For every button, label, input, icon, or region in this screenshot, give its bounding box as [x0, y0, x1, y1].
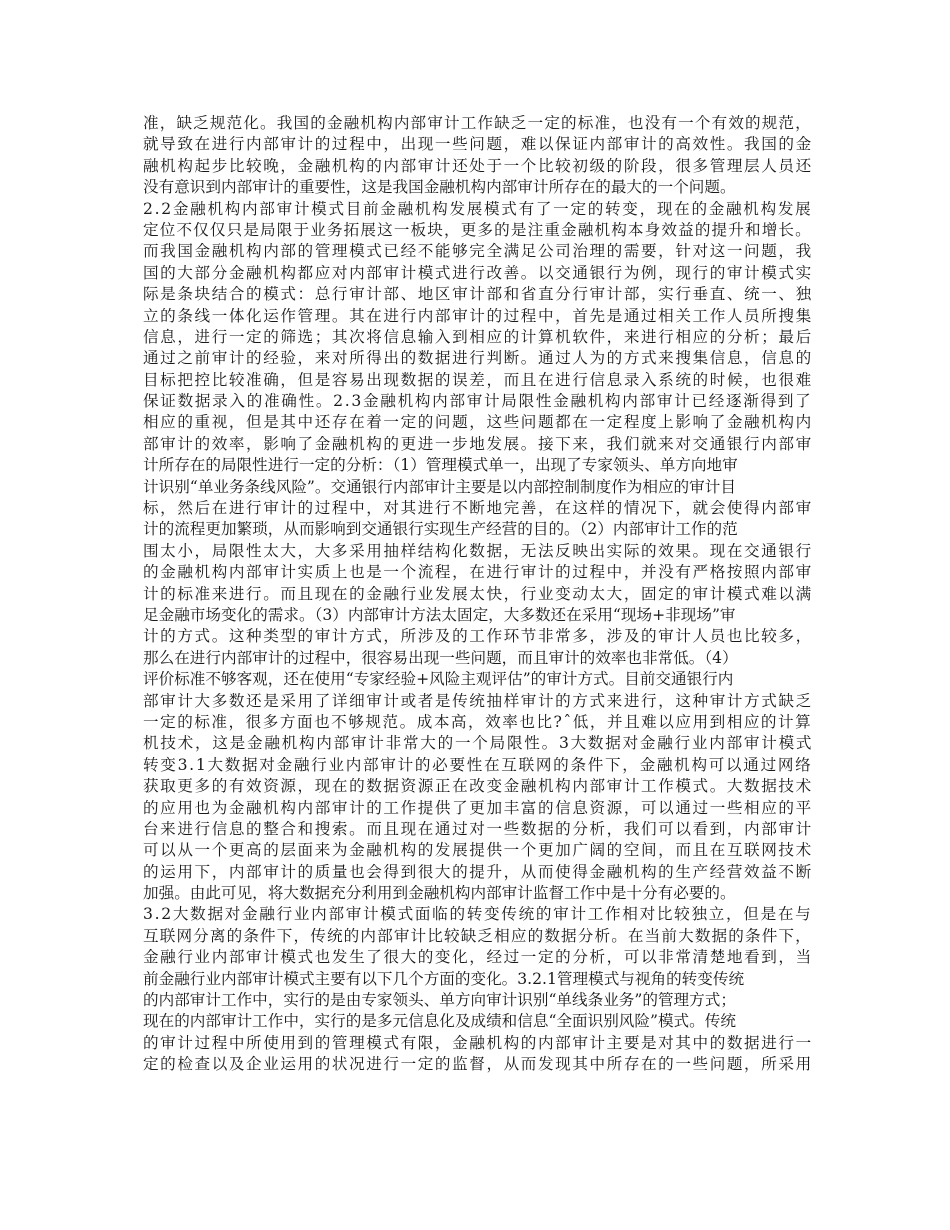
text-line: 融机构起步比较晚，金融机构的内部审计还处于一个比较初级的阶段，很多管理层人员还: [143, 156, 813, 175]
text-line: 的金融机构内部审计实质上也是一个流程，在进行审计的过程中，并没有严格按照内部审: [143, 563, 813, 582]
text-line: 3.2大数据对金融行业内部审计模式面临的转变传统的审计工作相对比较独立，但是在与: [143, 905, 813, 924]
text-line: 机技术，这是金融机构内部审计非常大的一个局限性。3大数据对金融行业内部审计模式: [143, 734, 814, 753]
text-line: 台来进行信息的整合和搜索。而且现在通过对一些数据的分析，我们可以看到，内部审计: [143, 819, 813, 838]
text-line: 计的方式。这种类型的审计方式，所涉及的工作环节非常多，涉及的审计人员也比较多，: [143, 627, 813, 646]
text-line: 前金融行业内部审计模式主要有以下几个方面的变化。3.2.1管理模式与视角的转变传统: [143, 969, 745, 988]
text-line: 而我国金融机构内部的管理模式已经不能够完全满足公司治理的需要，针对这一问题，我: [143, 242, 813, 261]
text-line: 的审计过程中所使用到的管理模式有限，金融机构的内部审计主要是对其中的数据进行一: [143, 1033, 813, 1052]
text-line: 保证数据录入的准确性。2.3金融机构内部审计局限性金融机构内部审计已经逐渐得到了: [143, 392, 813, 411]
text-line: 计所存在的局限性进行一定的分析：（1）管理模式单一，出现了专家领头、单方向地审: [143, 456, 738, 475]
text-line: 可以从一个更高的层面来为金融机构的发展提供一个更加广阔的空间，而且在互联网技术: [143, 841, 813, 860]
text-line: 定位不仅仅只是局限于业务拓展这一板块，更多的是注重金融机构本身效益的提升和增长。: [143, 220, 812, 239]
text-line: 金融行业内部审计模式也发生了很大的变化，经过一定的分析，可以非常清楚地看到，当: [143, 948, 813, 967]
text-line: 标，然后在进行审计的过程中，对其进行不断地完善，在这样的情况下，就会使得内部审: [143, 499, 813, 518]
text-line: 互联网分离的条件下，传统的内部审计比较缺乏相应的数据分析。在当前大数据的条件下，: [143, 926, 812, 945]
text-line: 的内部审计工作中，实行的是由专家领头、单方向审计识别“单线条业务”的管理方式；: [143, 991, 736, 1010]
text-line: 计的流程更加繁琐，从而影响到交通银行实现生产经营的目的。（2）内部审计工作的范: [143, 520, 738, 539]
text-line: 立的条线一体化运作管理。其在进行内部审计的过程中，首先是通过相关工作人员所搜集: [143, 306, 813, 325]
body-text: [143, 113, 814, 1076]
text-line: 没有意识到内部审计的重要性，这是我国金融机构内部审计所存在的最大的一个问题。: [143, 178, 736, 197]
text-line: 准，缺乏规范化。我国的金融机构内部审计工作缺乏一定的标准，也没有一个有效的规范，: [143, 114, 812, 132]
text-line: 就导致在进行内部审计的过程中，出现一些问题，难以保证内部审计的高效性。我国的金: [143, 135, 813, 154]
text-line: 的运用下，内部审计的质量也会得到很大的提升，从而使得金融机构的生产经营效益不断: [143, 862, 813, 881]
text-line: 部审计大多数还是采用了详细审计或者是传统抽样审计的方式来进行，这种审计方式缺乏: [143, 691, 813, 710]
text-line: 现在的内部审计工作中，实行的是多元信息化及成绩和信息“全面识别风险”模式。传统: [143, 1012, 736, 1031]
text-line: 2.2金融机构内部审计模式目前金融机构发展模式有了一定的转变，现在的金融机构发展: [143, 199, 813, 218]
text-line: 定的检查以及企业运用的状况进行一定的监督，从而发现其中所存在的一些问题，所采用: [143, 1055, 813, 1074]
text-line: 评价标准不够客观，还在使用“专家经验+风险主观评估”的审计方式。目前交通银行内: [143, 670, 734, 689]
text-line: 转变3.1大数据对金融行业内部审计的必要性在互联网的条件下，金融机构可以通过网络: [143, 755, 813, 774]
text-line: 际是条块结合的模式：总行审计部、地区审计部和省直分行审计部，实行垂直、统一、独: [143, 285, 813, 304]
text-line: 信息，进行一定的筛选；其次将信息输入到相应的计算机软件，来进行相应的分析；最后: [143, 327, 813, 346]
text-line: 国的大部分金融机构都应对内部审计模式进行改善。以交通银行为例，现行的审计模式实: [143, 263, 813, 282]
text-line: 加强。由此可见，将大数据充分利用到金融机构内部审计监督工作中是十分有必要的。: [143, 884, 736, 903]
text-line: 足金融市场变化的需求。（3）内部审计方法太固定，大多数还在采用“现场+非现场”审: [143, 605, 736, 624]
text-line: 部审计的效率，影响了金融机构的更进一步地发展。接下来，我们就来对交通银行内部审: [143, 434, 813, 453]
text-line: 通过之前审计的经验，来对所得出的数据进行判断。通过人为的方式来搜集信息，信息的: [143, 349, 813, 368]
text-line: 相应的重视，但是其中还存在着一定的问题，这些问题都在一定程度上影响了金融机构内: [143, 413, 813, 432]
text-line: 获取更多的有效资源，现在的数据资源正在改变金融机构内部审计工作模式。大数据技术: [143, 777, 813, 796]
text-line: 的应用也为金融机构内部审计的工作提供了更加丰富的信息资源，可以通过一些相应的平: [143, 798, 813, 817]
text-line: 围太小，局限性太大，大多采用抽样结构化数据，无法反映出实际的效果。现在交通银行: [143, 541, 813, 560]
text-line: 计识别“单业务条线风险”。交通银行内部审计主要是以内部控制制度作为相应的审计目: [143, 477, 736, 496]
text-line: 目标把控比较准确，但是容易出现数据的误差，而且在进行信息录入系统的时候，也很难: [143, 370, 813, 389]
text-line: 那么在进行内部审计的过程中，很容易出现一些问题，而且审计的效率也非常低。（4）: [143, 648, 738, 667]
text-line: 计的标准来进行。而且现在的金融行业发展太快，行业变动太大，固定的审计模式难以满: [143, 584, 813, 603]
text-line: 一定的标准，很多方面也不够规范。成本高，效率也比?ˆ低，并且难以应用到相应的计算: [143, 712, 813, 731]
